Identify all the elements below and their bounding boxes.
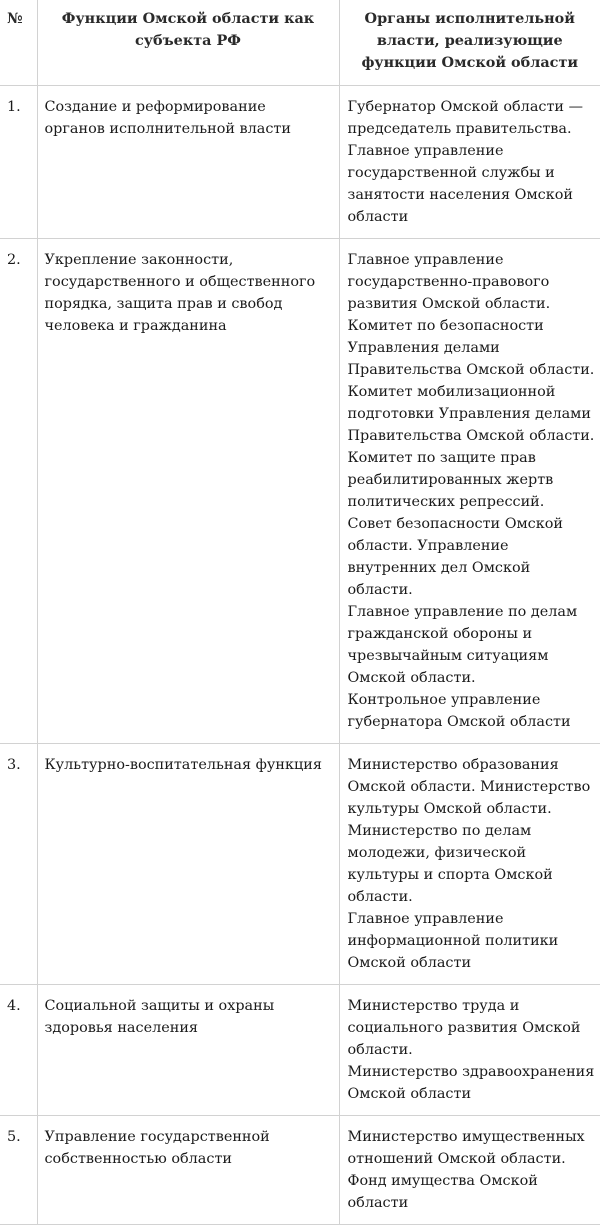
organ-entry: Министерство по делам молодежи, физической культуры и спорта Омской области. [347,823,553,905]
header-functions: Функции Омской области как субъекта РФ [37,0,339,86]
row-organs [339,985,600,1116]
row-number: 4. [0,985,37,1116]
table-row [0,86,600,239]
organ-entry: Комитет мобилизационной подготовки Управления делами Правительства Омской области. [347,384,595,444]
row-function: Создание и реформирование органов исполнительной власти [37,86,339,239]
table-header-row [0,0,600,86]
organ-entry: Комитет по безопасности Управления делами Правительства Омской области. [347,318,595,378]
row-organs [339,239,600,744]
row-function: Укрепление законности, государственного и общественного порядка, защита прав и свобод человека и гражданина [37,239,339,744]
organ-entry: Министерство имущественных отношений Омской области. [347,1129,585,1167]
organ-entry: Главное управление информационной политики Омской области [347,911,559,971]
row-organs [339,86,600,239]
organ-entry: Главное управление государственно-правового развития Омской области. [347,252,551,312]
table-row [0,744,600,985]
header-organs: Органы исполнительной власти, реализующие функции Омской области [339,0,600,86]
table-row [0,239,600,744]
row-number: 5. [0,1116,37,1225]
row-function: Социальной защиты и охраны здоровья населения [37,985,339,1116]
organ-entry: Главное управление государственной службы и занятости населения Омской области [347,143,573,225]
row-function: Культурно-воспитательная функция [37,744,339,985]
organ-entry: Комитет по защите прав реабилитированных жертв политических репрессий. [347,450,554,510]
organ-entry: Министерство здравоохранения Омской области [347,1064,595,1102]
row-organs [339,744,600,985]
table-row [0,985,600,1116]
organ-entry: Министерство образования Омской области. Министерство культуры Омской области. [347,757,591,817]
organ-entry: Главное управление по делам гражданской обороны и чрезвычайным ситуациям Омской области. [347,604,578,686]
header-number: № [0,0,37,86]
row-function: Управление государственной собственностью области [37,1116,339,1225]
organ-entry: Губернатор Омской области — председатель правительства. [347,99,583,137]
organ-entry: Контрольное управление губернатора Омской области [347,692,571,730]
row-number: 2. [0,239,37,744]
row-organs [339,1116,600,1225]
table-row [0,1116,600,1225]
row-number: 3. [0,744,37,985]
row-number: 1. [0,86,37,239]
organ-entry: Фонд имущества Омской области [347,1173,538,1211]
organ-entry: Совет безопасности Омской области. Управление внутренних дел Омской области. [347,516,563,598]
organ-entry: Министерство труда и социального развития Омской области. [347,998,581,1058]
